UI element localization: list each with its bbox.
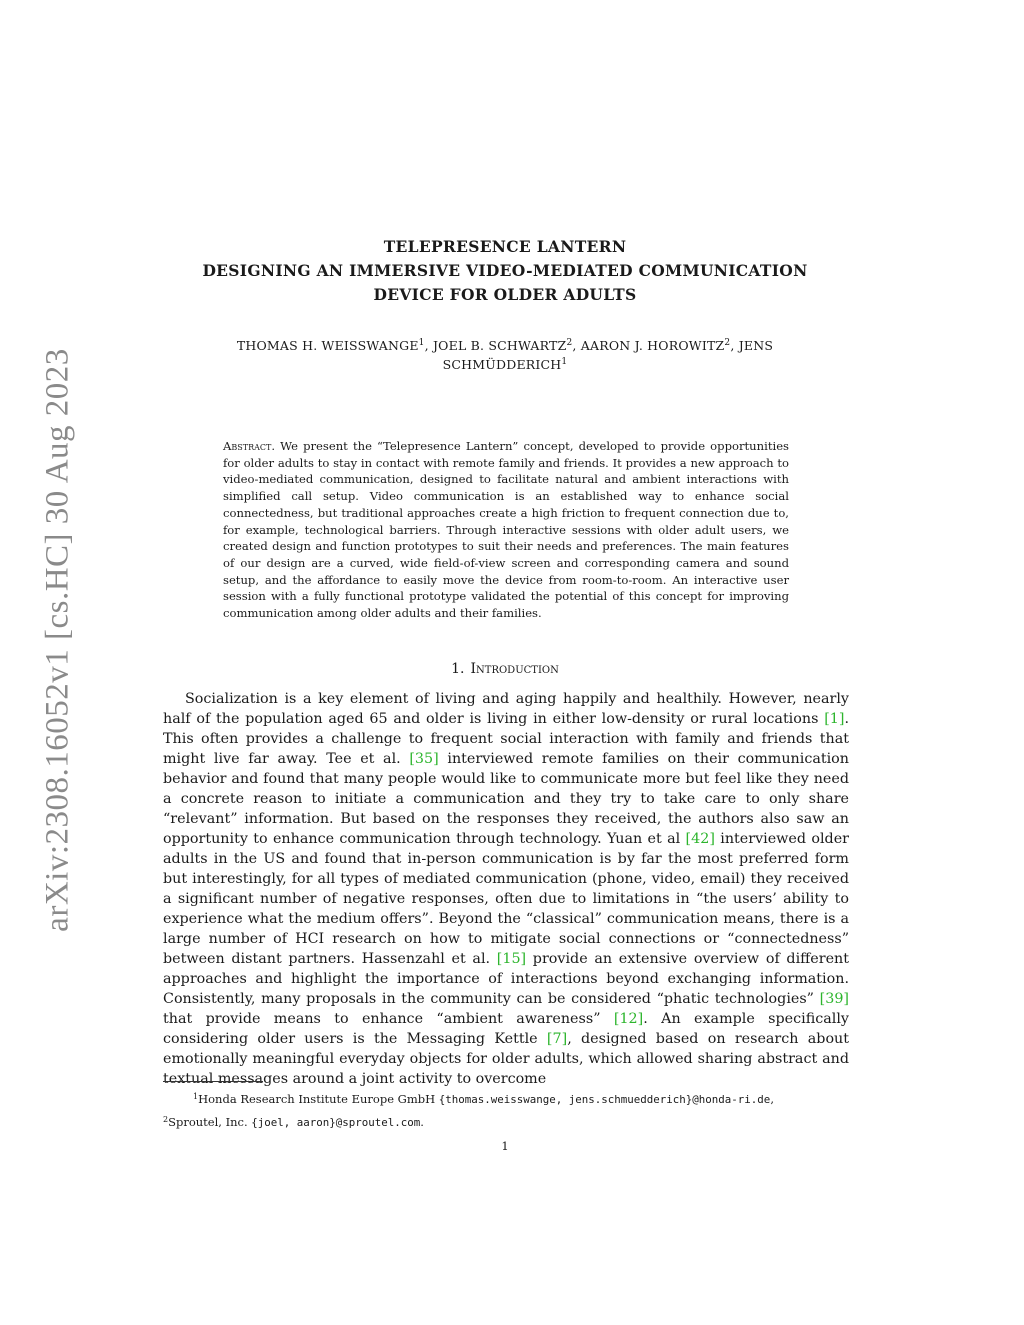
author: AARON J. HOROWITZ$^2$,: [580, 338, 739, 353]
title-line-1: TELEPRESENCE LANTERN: [383, 237, 627, 256]
author: THOMAS H. WEISSWANGE$^1$,: [236, 338, 433, 353]
title-line-3: DEVICE FOR OLDER ADULTS: [373, 285, 637, 304]
citation-link[interactable]: [7]: [546, 1031, 568, 1047]
footnote-1: $^1$Honda Research Institute Europe GmbH {thomas.weisswange, jens.schmuedderich}@honda-ri.de,: [193, 1092, 774, 1106]
page-number: 1: [501, 1139, 509, 1153]
citation-link[interactable]: [42]: [685, 831, 715, 847]
author-list: [180, 335, 830, 373]
section-number: 1.: [451, 661, 465, 677]
citation-link[interactable]: [12]: [613, 1011, 644, 1027]
arxiv-identifier: arXiv:2308.16052v1 [cs.HC] 30 Aug 2023: [39, 348, 76, 932]
citation-link[interactable]: [1]: [824, 711, 845, 727]
title-line-2: DESIGNING AN IMMERSIVE VIDEO-MEDIATED COMMUNICATION: [202, 261, 808, 280]
introduction-paragraph: Socialization is a key element of living and aging happily and healthily. However, nearly half of the population aged 65 and older is living in either low-density or rural locations [1]. This often provides a challenge to frequent social interaction with family and friends that might live far away. Tee et al. [35] interviewed remote families on their communication behavior and found that many people would like to communicate more but feel like they need a concrete reason to initiate a communication and they try to take care to only share “relevant” information. But based on the responses they received, the authors also saw an opportunity to enhance communication through technology. Yuan et al [42] interviewed older adults in the US and found that in-person communication is by far the most preferred form but interestingly, for all types of mediated communication (phone, video, email) they received a significant number of negative responses, often due to limitations in “the users’ ability to experience what the medium offers”. Beyond the “classical” communication means, there is a large number of HCI research on how to mitigate social connections or “connectedness” between distant partners. Hassenzahl et al. [15] provide an extensive overview of different approaches and highlight the importance of interactions beyond exchanging information. Consistently, many proposals in the community can be considered “phatic technologies” [39] that provide means to enhance “ambient awareness” [12]. An example specifically considering older users is the Messaging Kettle [7], designed based on research about emotionally meaningful everyday objects for older adults, which allowed sharing abstract and textual messages around a joint activity to overcome: [163, 691, 850, 1087]
abstract-text: We present the “Telepresence Lantern” concept, developed to provide opportunities for older adults to stay in contact with remote family and friends. It provides a new approach to video-mediated communication, designed to facilitate natural and ambient interactions with simplified call setup. Video communication is an established way to enhance social connectedness, but traditional approaches create a high friction to frequent connection due to, for example, technological barriers. Through interactive sessions with older adult users, we created design and function prototypes to suit their needs and preferences. The main features of our design are a curved, wide field-of-view screen and corresponding camera and sound setup, and the affordance to easily move the device from room-to-room. An interactive user session with a fully functional prototype validated the potential of this concept for improving communication among older adults and their families.: [223, 439, 790, 621]
abstract: [223, 438, 789, 622]
author: JENS SCHMÜDDERICH$^1$: [442, 338, 774, 372]
citation-link[interactable]: [39]: [819, 991, 849, 1007]
footnotes: [163, 1087, 849, 1133]
abstract-label: Abstract.: [223, 439, 276, 453]
section-title: Introduction: [470, 661, 559, 677]
footnote-divider: [163, 1081, 263, 1082]
footnote-email: {thomas.weisswange, jens.schmuedderich}@honda-ri.de: [438, 1093, 771, 1106]
paper-title: [160, 235, 850, 307]
author: JOEL B. SCHWARTZ$^2$,: [432, 338, 581, 353]
section-heading-introduction: [160, 661, 850, 677]
citation-link[interactable]: [15]: [496, 951, 527, 967]
footnote-2: $^2$Sproutel, Inc. {joel, aaron}@sproutel.com.: [163, 1115, 424, 1129]
citation-link[interactable]: [35]: [409, 751, 439, 767]
footnote-email: {joel, aaron}@sproutel.com: [251, 1116, 421, 1129]
